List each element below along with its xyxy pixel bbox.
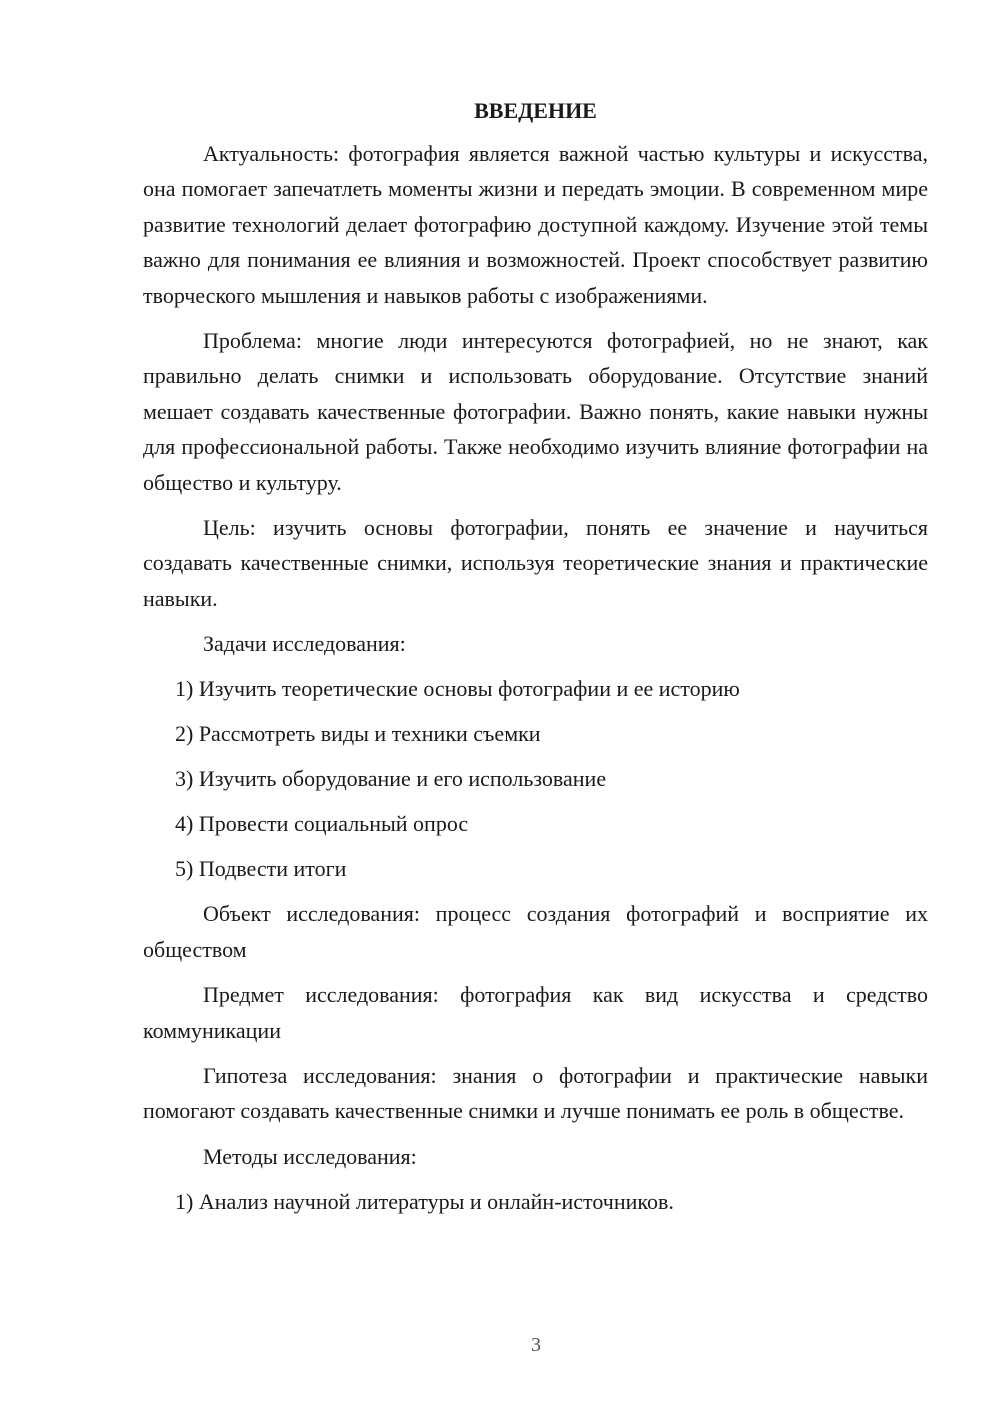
list-item: 1) Анализ научной литературы и онлайн-источников.	[175, 1188, 674, 1214]
methods-label: Методы исследования:	[203, 1143, 417, 1169]
methods-list	[143, 1184, 928, 1219]
relevance-paragraph: Актуальность: фотография является важной частью культуры и искусства, она помогает запечатлеть моменты жизни и передать эмоции. В современном мире развитие технологий делает фотографию доступной каждому. Изучение этой темы важно для понимания ее влияния и возможностей. Проект способствует развитию творческого мышления и навыков работы с изображениями.	[143, 141, 928, 308]
page-number: 3	[531, 1334, 541, 1356]
goal-paragraph: Цель: изучить основы фотографии, понять ее значение и научиться создавать качественные снимки, используя теоретические знания и практические навыки.	[143, 515, 928, 611]
object-paragraph: Объект исследования: процесс создания фотографий и восприятие их обществом	[143, 901, 928, 962]
tasks-list	[143, 671, 928, 886]
list-item: 2) Рассмотреть виды и техники съемки	[175, 721, 541, 747]
subject-paragraph: Предмет исследования: фотография как вид искусства и средство коммуникации	[143, 982, 928, 1043]
list-item: 1) Изучить теоретические основы фотографии и ее историю	[175, 676, 740, 702]
problem-paragraph: Проблема: многие люди интересуются фотографией, но не знают, как правильно делать снимки и использовать оборудование. Отсутствие знаний мешает создавать качественные фотографии. Важно понять, какие навыки нужны для профессиональной работы. Также необходимо изучить влияние фотографии на общество и культуру.	[143, 328, 928, 495]
tasks-label: Задачи исследования:	[203, 631, 406, 657]
list-item: 5) Подвести итоги	[175, 856, 347, 882]
hypothesis-paragraph: Гипотеза исследования: знания о фотографии и практические навыки помогают создавать качественные снимки и лучше понимать ее роль в обществе.	[143, 1062, 928, 1124]
page-content	[143, 94, 928, 1229]
list-item: 4) Провести социальный опрос	[175, 811, 469, 837]
section-heading: ВВЕДЕНИЕ	[474, 98, 597, 123]
list-item: 3) Изучить оборудование и его использование	[175, 766, 607, 792]
